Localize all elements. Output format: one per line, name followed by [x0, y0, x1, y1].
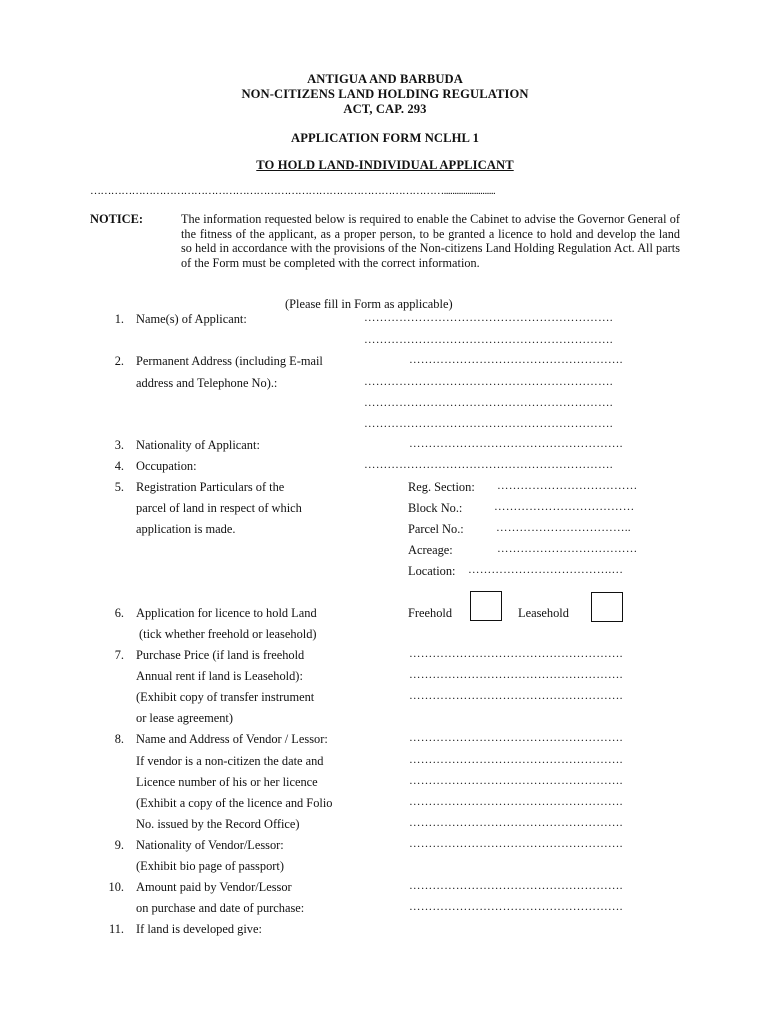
reg-section-label: Reg. Section: — [408, 480, 475, 494]
item-label-cont: Licence number of his or her licence — [136, 775, 318, 789]
address-field-line-2[interactable]: ………………………………………………………. — [364, 376, 613, 388]
address-field-line-4[interactable]: ………………………………………………………. — [364, 418, 613, 430]
location-field[interactable]: ……………………………….… — [468, 564, 624, 576]
item-number: 2. — [114, 354, 124, 368]
item-label-cont: No. issued by the Record Office) — [136, 817, 300, 831]
purchase-field-line-3[interactable]: ………………………………………………. — [409, 690, 623, 702]
block-no-label: Block No.: — [408, 501, 463, 515]
vendor-nationality-field[interactable]: ………………………………………………. — [409, 838, 623, 850]
amount-paid-field[interactable]: ………………………………………………. — [409, 880, 623, 892]
item-label-cont: Annual rent if land is Leasehold): — [136, 669, 303, 683]
parcel-no-label: Parcel No.: — [408, 522, 464, 536]
reg-section-field[interactable]: ……………………………… — [497, 480, 638, 492]
item-number: 7. — [114, 648, 124, 662]
item-label-cont: address and Telephone No).: — [136, 376, 278, 390]
vendor-field-line-2[interactable]: ………………………………………………. — [409, 754, 623, 766]
block-no-field[interactable]: ……………………………… — [494, 501, 635, 513]
item-label: Name(s) of Applicant: — [136, 312, 247, 326]
leasehold-label: Leasehold — [518, 606, 569, 620]
item-label-cont: on purchase and date of purchase: — [136, 901, 305, 915]
vendor-field[interactable]: ………………………………………………. — [409, 732, 623, 744]
leasehold-checkbox[interactable] — [591, 592, 623, 622]
item-number: 1. — [114, 312, 124, 326]
acreage-label: Acreage: — [408, 543, 453, 557]
address-field-line-3[interactable]: ………………………………………………………. — [364, 397, 613, 409]
address-field[interactable]: ………………………………………………. — [409, 354, 623, 366]
vendor-field-line-4[interactable]: ………………………………………………. — [409, 796, 623, 808]
vendor-field-line-3[interactable]: ………………………………………………. — [409, 775, 623, 787]
item-label-cont: (tick whether freehold or leasehold) — [139, 627, 317, 641]
item-number: 8. — [114, 732, 124, 746]
form-subtitle: TO HOLD LAND-INDIVIDUAL APPLICANT — [256, 158, 514, 172]
location-label: Location: — [408, 564, 456, 578]
purchase-date-field[interactable]: ………………………………………………. — [409, 901, 623, 913]
freehold-checkbox[interactable] — [470, 591, 502, 621]
item-label: Application for licence to hold Land — [136, 606, 317, 620]
name-field[interactable]: ………………………………………………………. — [364, 312, 613, 324]
vendor-field-line-5[interactable]: ………………………………………………. — [409, 817, 623, 829]
item-number: 4. — [114, 459, 124, 473]
freehold-label: Freehold — [408, 606, 453, 620]
item-label-cont: (Exhibit copy of transfer instrument — [136, 690, 315, 704]
item-number: 5. — [114, 480, 124, 494]
divider-dots: …………………………………………………………………………………………........................ — [90, 185, 496, 197]
item-label: Name and Address of Vendor / Lessor: — [136, 732, 328, 746]
acreage-field[interactable]: ……………………………… — [497, 543, 638, 555]
item-label: If land is developed give: — [136, 922, 262, 936]
parcel-no-field[interactable]: …………………………….. — [496, 522, 631, 534]
item-label-cont: (Exhibit a copy of the licence and Folio — [136, 796, 333, 810]
act-chapter: ACT, CAP. 293 — [343, 102, 427, 116]
item-number: 9. — [114, 838, 124, 852]
item-number: 6. — [114, 606, 124, 620]
item-label: Nationality of Applicant: — [136, 438, 260, 452]
item-label: Amount paid by Vendor/Lessor — [136, 880, 292, 894]
name-field-line-2[interactable]: ………………………………………………………. — [364, 334, 613, 346]
item-label: Nationality of Vendor/Lessor: — [136, 838, 284, 852]
item-label-cont: (Exhibit bio page of passport) — [136, 859, 284, 873]
annual-rent-field[interactable]: ………………………………………………. — [409, 669, 623, 681]
item-label-cont: parcel of land in respect of which — [136, 501, 302, 515]
item-label-cont: application is made. — [136, 522, 236, 536]
form-title: APPLICATION FORM NCLHL 1 — [291, 131, 479, 145]
item-label: Purchase Price (if land is freehold — [136, 648, 305, 662]
item-label-cont: If vendor is a non-citizen the date and — [136, 754, 324, 768]
occupation-field[interactable]: ………………………………………………………. — [364, 459, 613, 471]
item-number: 10. — [108, 880, 124, 894]
item-number: 11. — [108, 922, 124, 936]
instruction-text: (Please fill in Form as applicable) — [285, 297, 453, 311]
notice-label: NOTICE: — [90, 212, 144, 226]
item-label: Registration Particulars of the — [136, 480, 285, 494]
item-label-cont: or lease agreement) — [136, 711, 234, 725]
act-heading: NON-CITIZENS LAND HOLDING REGULATION — [241, 87, 529, 101]
item-label: Occupation: — [136, 459, 197, 473]
notice-text: The information requested below is required to enable the Cabinet to advise the Governor General of the fitness of the applicant, as a proper person, to be granted a licence to hold and develop the land so held in accordance with the provisions of the Non-citizens Land Holding Regulation Act. All parts of the Form must be completed with the correct information. — [181, 212, 680, 270]
item-number: 3. — [114, 438, 124, 452]
item-label: Permanent Address (including E-mail — [136, 354, 323, 368]
country-heading: ANTIGUA AND BARBUDA — [307, 72, 463, 86]
nationality-field[interactable]: ………………………………………………. — [409, 438, 623, 450]
purchase-price-field[interactable]: ………………………………………………. — [409, 648, 623, 660]
